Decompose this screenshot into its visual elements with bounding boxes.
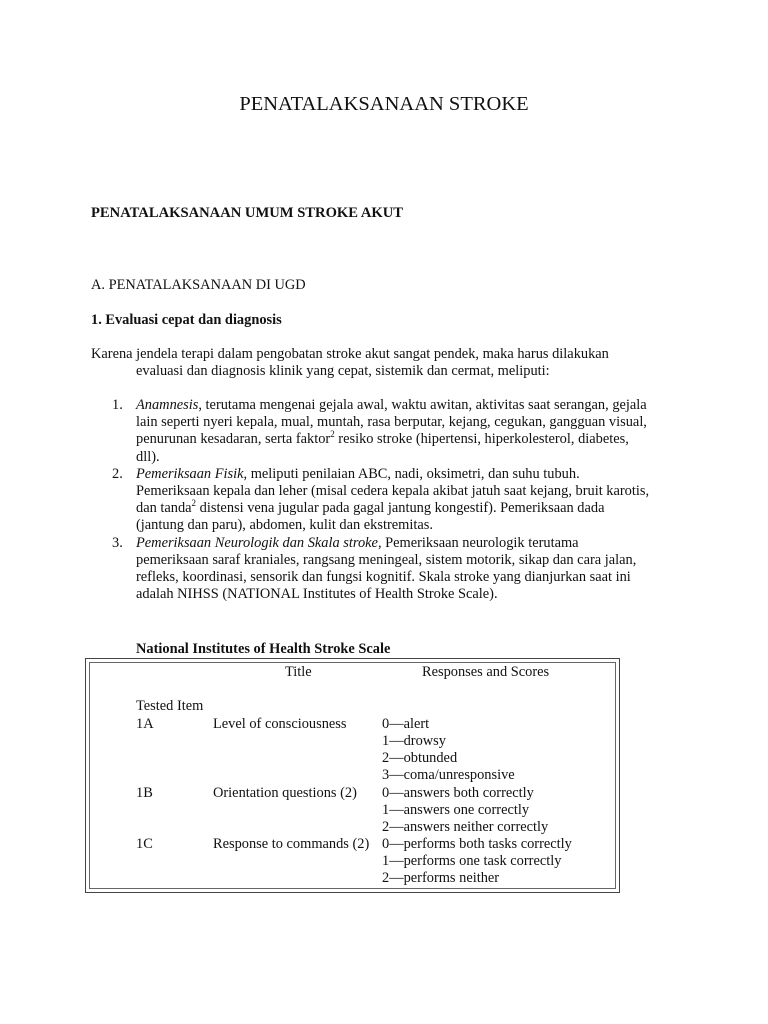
item-lead: Pemeriksaan Fisik bbox=[136, 465, 244, 482]
table-cell-response: 0—alert bbox=[382, 716, 430, 732]
item-text: pemeriksaan saraf kraniales, rangsang meningeal, sistem motorik, sikap dan cara jalan, bbox=[136, 551, 637, 568]
section-heading: PENATALAKSANAAN UMUM STROKE AKUT bbox=[91, 205, 404, 221]
item-text: penurunan kesadaran, serta faktor bbox=[136, 431, 331, 448]
table-cell-item: 1B bbox=[136, 785, 153, 801]
table-cell-title: Level of consciousness bbox=[213, 716, 347, 732]
intro-line-2: evaluasi dan diagnosis klinik yang cepat, sistemik dan cermat, meliputi: bbox=[136, 363, 550, 380]
list-item bbox=[91, 466, 691, 535]
column-header-responses: Responses and Scores bbox=[422, 664, 550, 680]
item-text: dan tanda bbox=[136, 500, 192, 517]
intro-paragraph bbox=[91, 346, 651, 380]
evaluation-list bbox=[91, 397, 691, 603]
table-cell-response: 1—answers one correctly bbox=[382, 802, 530, 818]
table-cell-response: 0—performs both tasks correctly bbox=[382, 836, 572, 852]
item-text: , Pemeriksaan neurologik terutama bbox=[377, 534, 579, 551]
item-text: dll). bbox=[136, 448, 160, 465]
list-number: 1. bbox=[112, 397, 123, 413]
subsection-heading: A. PENATALAKSANAAN DI UGD bbox=[91, 277, 306, 293]
list-number: 2. bbox=[112, 465, 123, 482]
item-text: , meliputi penilaian ABC, nadi, oksimetri, dan suhu tubuh. bbox=[243, 465, 580, 482]
table-cell-response: 1—performs one task correctly bbox=[382, 853, 562, 869]
table-cell-item: 1C bbox=[136, 836, 153, 852]
table-caption: National Institutes of Health Stroke Scale bbox=[136, 641, 391, 657]
item-text: Pemeriksaan kepala dan leher (misal cedera kepala akibat jatuh saat kejang, bruit karotis, bbox=[136, 483, 650, 500]
item-text: (jantung dan paru), abdomen, kulit dan ekstremitas. bbox=[136, 517, 433, 534]
subsubsection-heading: 1. Evaluasi cepat dan diagnosis bbox=[91, 312, 282, 328]
table-cell-response: 0—answers both correctly bbox=[382, 785, 534, 801]
table-cell-response: 2—answers neither correctly bbox=[382, 819, 549, 835]
table-cell-response: 2—obtunded bbox=[382, 750, 458, 766]
table-cell-response: 2—performs neither bbox=[382, 870, 500, 886]
item-text: , terutama mengenai gejala awal, waktu awitan, aktivitas saat serangan, gejala bbox=[198, 397, 647, 413]
superscript: 2 bbox=[191, 498, 197, 509]
document-title: PENATALAKSANAAN STROKE bbox=[239, 93, 529, 115]
item-lead: Anamnesis bbox=[136, 397, 199, 413]
nihss-table bbox=[85, 658, 620, 893]
table-cell-title: Orientation questions (2) bbox=[213, 785, 357, 801]
table-cell-title: Response to commands (2) bbox=[213, 836, 370, 852]
table-cell-response: 1—drowsy bbox=[382, 733, 446, 749]
list-item bbox=[91, 535, 691, 604]
table-cell-response: 3—coma/unresponsive bbox=[382, 767, 515, 783]
column-header-title: Title bbox=[285, 664, 312, 680]
table-cell-item: 1A bbox=[136, 716, 154, 732]
item-text: lain seperti nyeri kepala, mual, muntah, rasa berputar, kejang, cegukan, gangguan visual, bbox=[136, 414, 647, 431]
item-text: distensi vena jugular pada gagal jantung kongestif). Pemeriksaan dada bbox=[196, 500, 605, 517]
item-text: resiko stroke (hipertensi, hiperkolesterol, diabetes, bbox=[334, 431, 629, 448]
item-lead: Pemeriksaan Neurologik dan Skala stroke bbox=[136, 534, 378, 551]
item-text: adalah NIHSS (NATIONAL Institutes of Health Stroke Scale). bbox=[136, 586, 498, 603]
list-item bbox=[91, 397, 691, 466]
row-header-tested-item: Tested Item bbox=[136, 698, 204, 714]
item-text: refleks, koordinasi, sensorik dan fungsi kognitif. Skala stroke yang dianjurkan saat ini bbox=[136, 569, 631, 586]
list-number: 3. bbox=[112, 534, 123, 551]
intro-line-1: Karena jendela terapi dalam pengobatan stroke akut sangat pendek, maka harus dilakukan bbox=[91, 346, 609, 362]
superscript: 2 bbox=[330, 429, 335, 440]
